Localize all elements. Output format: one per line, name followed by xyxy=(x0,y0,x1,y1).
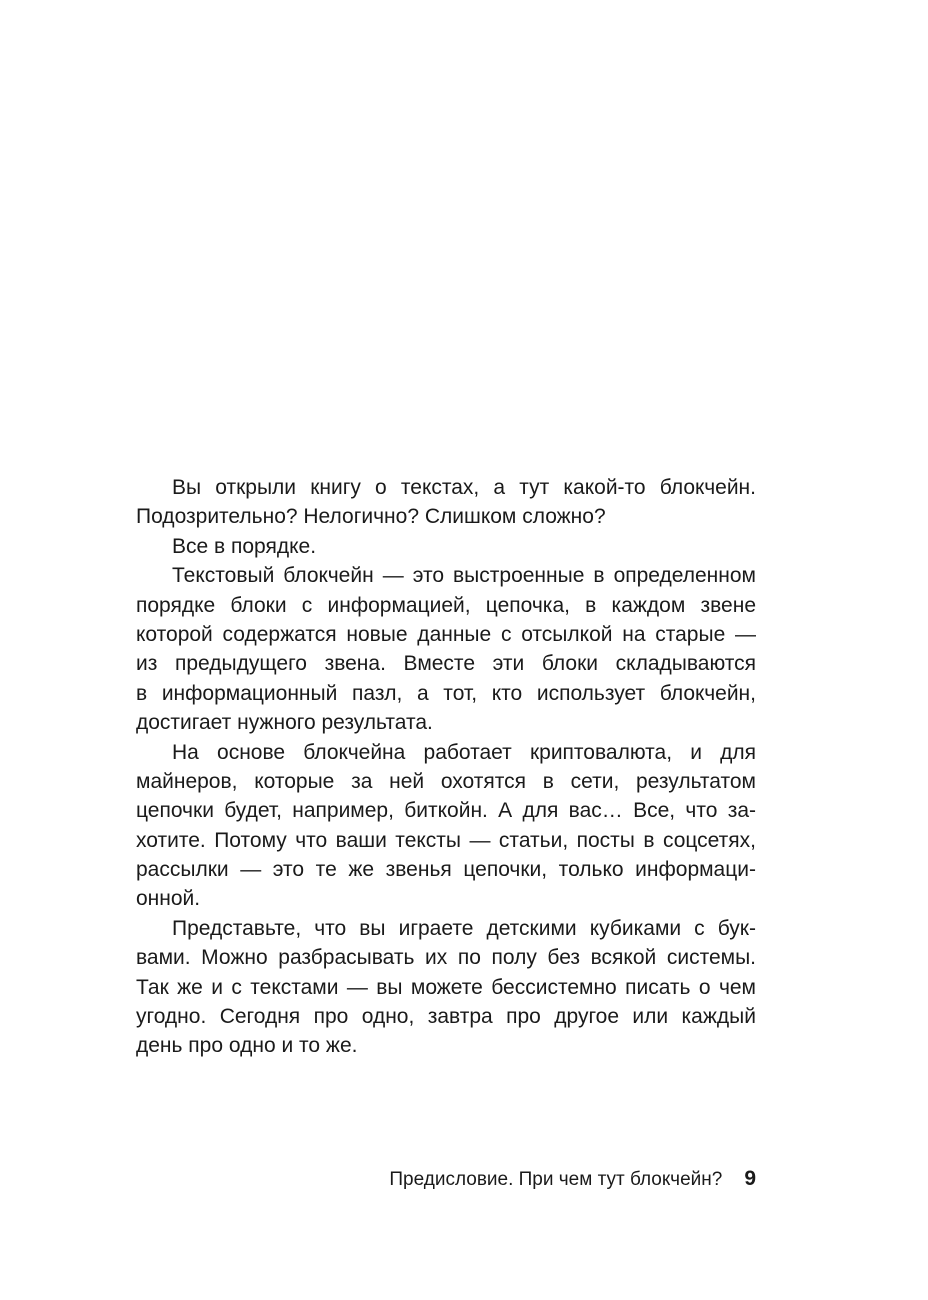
text-line: из предыдущего звена. Вместе эти блоки складываются xyxy=(136,652,756,676)
text-line: Так же и с текстами — вы можете бессистемно писать о чем xyxy=(136,975,756,999)
text-line: хотите. Потому что ваши тексты — статьи, посты в соцсетях, xyxy=(136,828,756,852)
text-line: цепочки будет, например, биткойн. А для вас… Все, что за- xyxy=(136,799,756,823)
text-line: которой содержатся новые данные с отсылкой на старые — xyxy=(136,622,756,646)
text-line: Представьте, что вы играете детскими кубиками с бук- xyxy=(172,916,756,940)
paragraph-2 xyxy=(136,532,756,561)
text-line: в информационный пазл, а тот, кто использует блокчейн, xyxy=(136,681,756,705)
text-line: онной. xyxy=(136,887,201,911)
running-head: Предисловие. При чем тут блокчейн? xyxy=(389,1169,723,1190)
page-number: 9 xyxy=(744,1167,756,1190)
text-line: майнеров, которые за ней охотятся в сети, результатом xyxy=(136,769,756,793)
text-line: Текстовый блокчейн — это выстроенные в определенном xyxy=(172,564,756,588)
paragraph-4 xyxy=(136,738,756,914)
text-line: Все в порядке. xyxy=(172,534,317,558)
paragraph-5 xyxy=(136,914,756,1061)
text-line: На основе блокчейна работает криптовалюта, и для xyxy=(172,740,756,764)
text-line: вами. Можно разбрасывать их по полу без всякой системы. xyxy=(136,946,756,970)
paragraph-3 xyxy=(136,561,756,737)
text-line: достигает нужного результата. xyxy=(136,711,433,735)
body-text xyxy=(136,473,756,1061)
text-line: угодно. Сегодня про одно, завтра про другое или каждый xyxy=(136,1005,756,1029)
paragraph-1 xyxy=(136,473,756,532)
text-line: порядке блоки с информацией, цепочка, в каждом звене xyxy=(136,593,756,617)
text-line: Подозрительно? Нелогично? Слишком сложно? xyxy=(136,505,606,529)
text-line: день про одно и то же. xyxy=(136,1034,358,1058)
text-line: Вы открыли книгу о текстах, а тут какой-то блокчейн. xyxy=(172,476,756,499)
text-line: рассылки — это те же звенья цепочки, только информаци- xyxy=(136,858,756,882)
page-footer xyxy=(136,1164,756,1194)
